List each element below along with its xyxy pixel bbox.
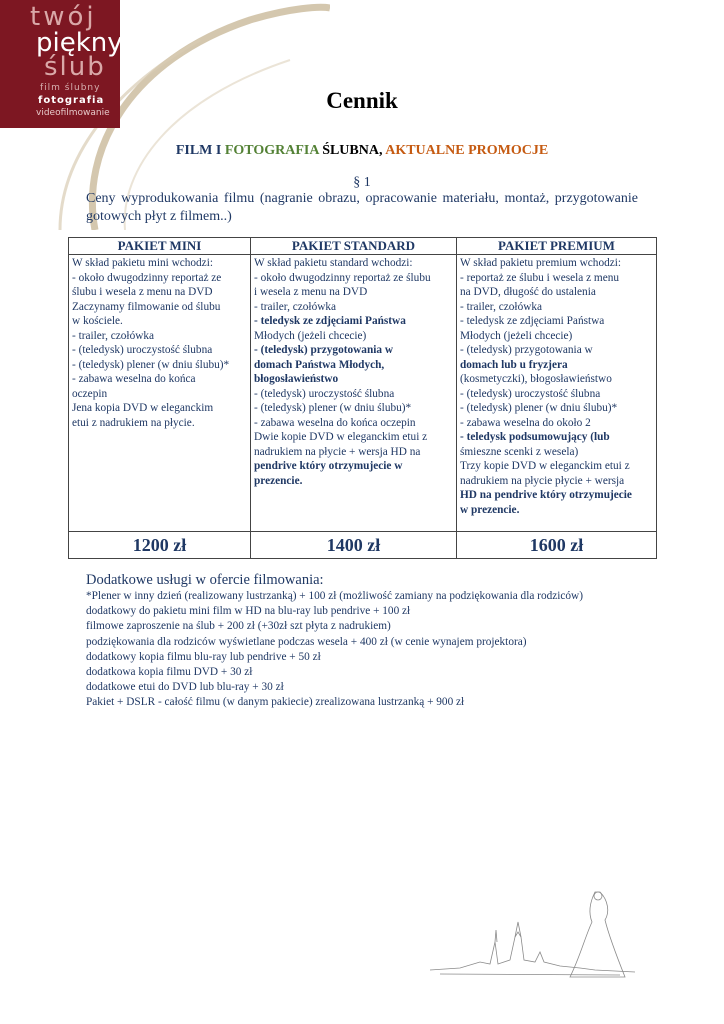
- extra-service-item: *Plener w inny dzień (realizowany lustrzanką) + 100 zł (możliwość zamiany na podziękowania dla rodziców): [86, 590, 583, 602]
- package-line: w kościele.: [72, 315, 123, 327]
- package-line: ślubu i wesela z menu na DVD: [72, 286, 213, 298]
- package-line: na DVD, długość do ustalenia: [460, 286, 596, 298]
- package-line: etui z nadrukiem na płycie.: [72, 416, 195, 429]
- package-line: Jena kopia DVD w eleganckim: [72, 402, 214, 414]
- package-line: nadrukiem na płycie płycie + wersja: [460, 474, 625, 487]
- extra-service-item: dodatkowy kopia filmu blu-ray lub pendrive + 50 zł: [86, 650, 321, 663]
- package-line: nadrukiem na płycie + wersja HD na: [254, 445, 421, 458]
- extra-service-item: dodatkowe etui do DVD lub blu-ray + 30 zł: [86, 681, 284, 694]
- package-line: - (teledysk) uroczystość ślubna: [72, 344, 213, 356]
- package-line: - (teledysk) uroczystość ślubna: [460, 387, 601, 400]
- package-line: prezencie.: [254, 474, 303, 487]
- logo-sub-3: videofilmowanie: [36, 108, 110, 118]
- package-line: i wesela z menu na DVD: [254, 286, 368, 298]
- package-mini-price: 1200 zł: [69, 532, 251, 559]
- package-line: - zabawa weselna do około 2: [460, 416, 591, 429]
- city-skyline-bride-sketch: [420, 882, 640, 982]
- extra-service-item: Pakiet + DSLR - całość filmu (w danym pakiecie) zrealizowana lustrzanką + 900 zł: [86, 696, 465, 709]
- package-line: - zabawa weselna do końca oczepin: [254, 416, 416, 429]
- package-line: domach lub u fryzjera: [460, 358, 568, 371]
- package-mini-description: [69, 255, 251, 532]
- package-line: - teledysk ze zdjęciami Państwa: [254, 315, 406, 327]
- extra-services-heading: Dodatkowe usługi w ofercie filmowania:: [86, 572, 324, 588]
- package-line: - teledysk podsumowujący (lub: [460, 431, 610, 443]
- package-line: Młodych (jeżeli chcecie): [254, 329, 367, 342]
- logo-sub-2: fotografia: [38, 95, 105, 106]
- package-line: - około dwugodzinny reportaż ze: [72, 271, 222, 284]
- price-table: [68, 237, 657, 559]
- package-line: HD na pendrive który otrzymujecie: [460, 489, 632, 501]
- package-line: błogosławieństwo: [254, 373, 339, 385]
- page-title: Cennik: [326, 88, 398, 113]
- extra-service-item: podziękowania dla rodziców wyświetlane podczas wesela + 400 zł (w cenie wynajem projektora): [86, 635, 527, 648]
- subtitle-part-3: ŚLUBNA,: [322, 143, 386, 158]
- package-line: oczepin: [72, 387, 108, 400]
- package-line: - trailer, czołówka: [254, 300, 337, 313]
- package-standard-description: [251, 255, 457, 532]
- subtitle-part-4: AKTUALNE PROMOCJE: [385, 143, 549, 158]
- package-line: Młodych (jeżeli chcecie): [460, 329, 573, 342]
- package-line: W skład pakietu standard wchodzi:: [254, 257, 413, 269]
- package-line: śmieszne scenki z wesela): [460, 445, 579, 458]
- package-line: - zabawa weselna do końca: [72, 373, 196, 385]
- logo-word-1: twój: [30, 2, 97, 32]
- package-line: (kosmetyczki), błogosławieństwo: [460, 373, 612, 385]
- logo-sub-1: film ślubny: [40, 83, 101, 93]
- subtitle-part-1: FILM I: [175, 143, 225, 158]
- package-standard-price: 1400 zł: [251, 532, 457, 559]
- package-line: domach Państwa Młodych,: [254, 358, 385, 371]
- package-line: - trailer, czołówka: [460, 300, 543, 313]
- package-line: W skład pakietu premium wchodzi:: [460, 257, 622, 269]
- package-standard-header: PAKIET STANDARD: [251, 238, 457, 255]
- page-subtitle: [0, 143, 724, 159]
- intro-text: Ceny wyprodukowania filmu (nagranie obrazu, opracowanie materiału, montaż, przygotowanie gotowych płyt z filmem..): [86, 191, 638, 224]
- package-mini-header: PAKIET MINI: [69, 238, 251, 255]
- extra-service-item: dodatkowa kopia filmu DVD + 30 zł: [86, 666, 253, 679]
- package-line: - (teledysk) plener (w dniu ślubu)*: [72, 358, 230, 371]
- package-line: - reportaż ze ślubu i wesela z menu: [460, 271, 620, 284]
- package-premium-price: 1600 zł: [457, 532, 657, 559]
- package-line: - trailer, czołówka: [72, 329, 155, 342]
- extra-services: [86, 572, 686, 711]
- subtitle-part-2: FOTOGRAFIA: [224, 143, 323, 158]
- package-line: w prezencie.: [460, 503, 520, 516]
- paragraph-mark: § 1: [353, 175, 371, 190]
- package-premium-header: PAKIET PREMIUM: [457, 238, 657, 255]
- logo-word-2: piękny: [36, 28, 123, 58]
- package-line: - teledysk ze zdjęciami Państwa: [460, 315, 605, 327]
- package-line: - (teledysk) plener (w dniu ślubu)*: [254, 402, 412, 414]
- package-line: - (teledysk) uroczystość ślubna: [254, 387, 395, 400]
- package-line: - (teledysk) plener (w dniu ślubu)*: [460, 402, 618, 414]
- extra-service-item: filmowe zaproszenie na ślub + 200 zł (+30zł szt płyta z nadrukiem): [86, 620, 391, 633]
- package-line: - około dwugodzinny reportaż ze ślubu: [254, 271, 431, 284]
- package-line: pendrive który otrzymujecie w: [254, 460, 403, 472]
- package-line: W skład pakietu mini wchodzi:: [72, 257, 213, 269]
- logo-word-3: ślub: [44, 52, 106, 82]
- package-premium-description: [457, 255, 657, 532]
- package-line: Zaczynamy filmowanie od ślubu: [72, 300, 221, 313]
- extra-service-item: dodatkowy do pakietu mini film w HD na blu-ray lub pendrive + 100 zł: [86, 605, 411, 618]
- package-line: - (teledysk) przygotowania w: [460, 344, 593, 356]
- package-line: - (teledysk) przygotowania w: [254, 344, 393, 356]
- package-line: Dwie kopie DVD w eleganckim etui z: [254, 431, 428, 443]
- package-line: Trzy kopie DVD w eleganckim etui z: [460, 460, 630, 472]
